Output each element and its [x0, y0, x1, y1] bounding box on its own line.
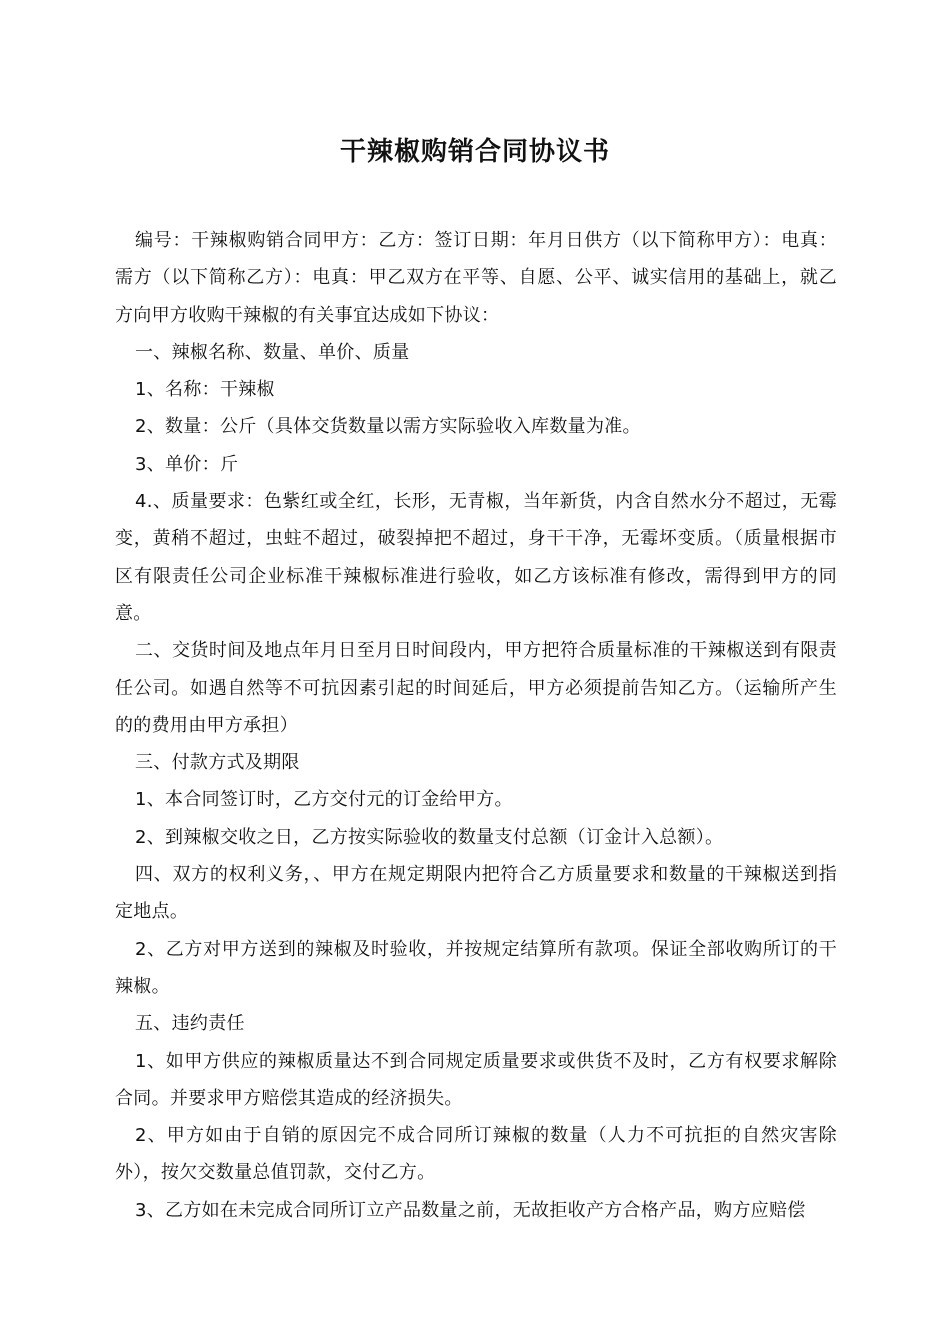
paragraph-breach-3: 3、乙方如在未完成合同所订立产品数量之前，无故拒收产方合格产品，购方应赔偿 [135, 1199, 806, 1221]
document-body [115, 222, 837, 1229]
paragraph-item-quality: 4.、质量要求：色紫红或全红，长形，无青椒，当年新货，内含自然水分不超过，无霉变，黄稍不超过，虫蛀不超过，破裂掉把不超过，身干干净，无霉坏变质。（质量根据市区有限责任公司企业标准干辣椒标准进行验收，如乙方该标准有修改，需得到甲方的同意。 [115, 491, 837, 624]
paragraph-breach-2: 2、甲方如由于自销的原因完不成合同所订辣椒的数量（人力不可抗拒的自然灾害除外），按欠交数量总值罚款，交付乙方。 [115, 1125, 837, 1184]
paragraph-item-price: 3、单价：斤 [135, 453, 239, 475]
paragraph-preamble: 编号：干辣椒购销合同甲方：乙方：签订日期：年月日供方（以下简称甲方）：电真：需方（以下简称乙方）：电真：甲乙双方在平等、自愿、公平、诚实信用的基础上，就乙方向甲方收购干辣椒的有关事宜达成如下协议： [115, 230, 837, 326]
paragraph-section-1-heading: 一、辣椒名称、数量、单价、质量 [135, 341, 410, 363]
paragraph-section-2: 二、交货时间及地点年月日至月日时间段内，甲方把符合质量标准的干辣椒送到有限责任公司。如遇自然等不可抗因素引起的时间延后，甲方必须提前告知乙方。（运输所产生的的费用由甲方承担） [115, 640, 837, 736]
paragraph-payment-total: 2、到辣椒交收之日，乙方按实际验收的数量支付总额（订金计入总额）。 [135, 826, 724, 848]
paragraph-item-quantity: 2、数量：公斤（具体交货数量以需方实际验收入库数量为准。 [135, 416, 641, 438]
paragraph-buyer-obligation: 2、乙方对甲方送到的辣椒及时验收，并按规定结算所有款项。保证全部收购所订的干辣椒。 [115, 938, 837, 997]
paragraph-breach-1: 1、如甲方供应的辣椒质量达不到合同规定质量要求或供货不及时，乙方有权要求解除合同。并要求甲方赔偿其造成的经济损失。 [115, 1050, 837, 1109]
paragraph-item-name: 1、名称：干辣椒 [135, 379, 275, 401]
paragraph-payment-deposit: 1、本合同签订时，乙方交付元的订金给甲方。 [135, 789, 513, 811]
paragraph-section-5-heading: 五、违约责任 [135, 1013, 245, 1035]
paragraph-section-4: 四、双方的权利义务，、甲方在规定期限内把符合乙方质量要求和数量的干辣椒送到指定地点。 [115, 864, 837, 923]
document-title: 干辣椒购销合同协议书 [339, 137, 610, 167]
paragraph-section-3-heading: 三、付款方式及期限 [135, 752, 300, 774]
